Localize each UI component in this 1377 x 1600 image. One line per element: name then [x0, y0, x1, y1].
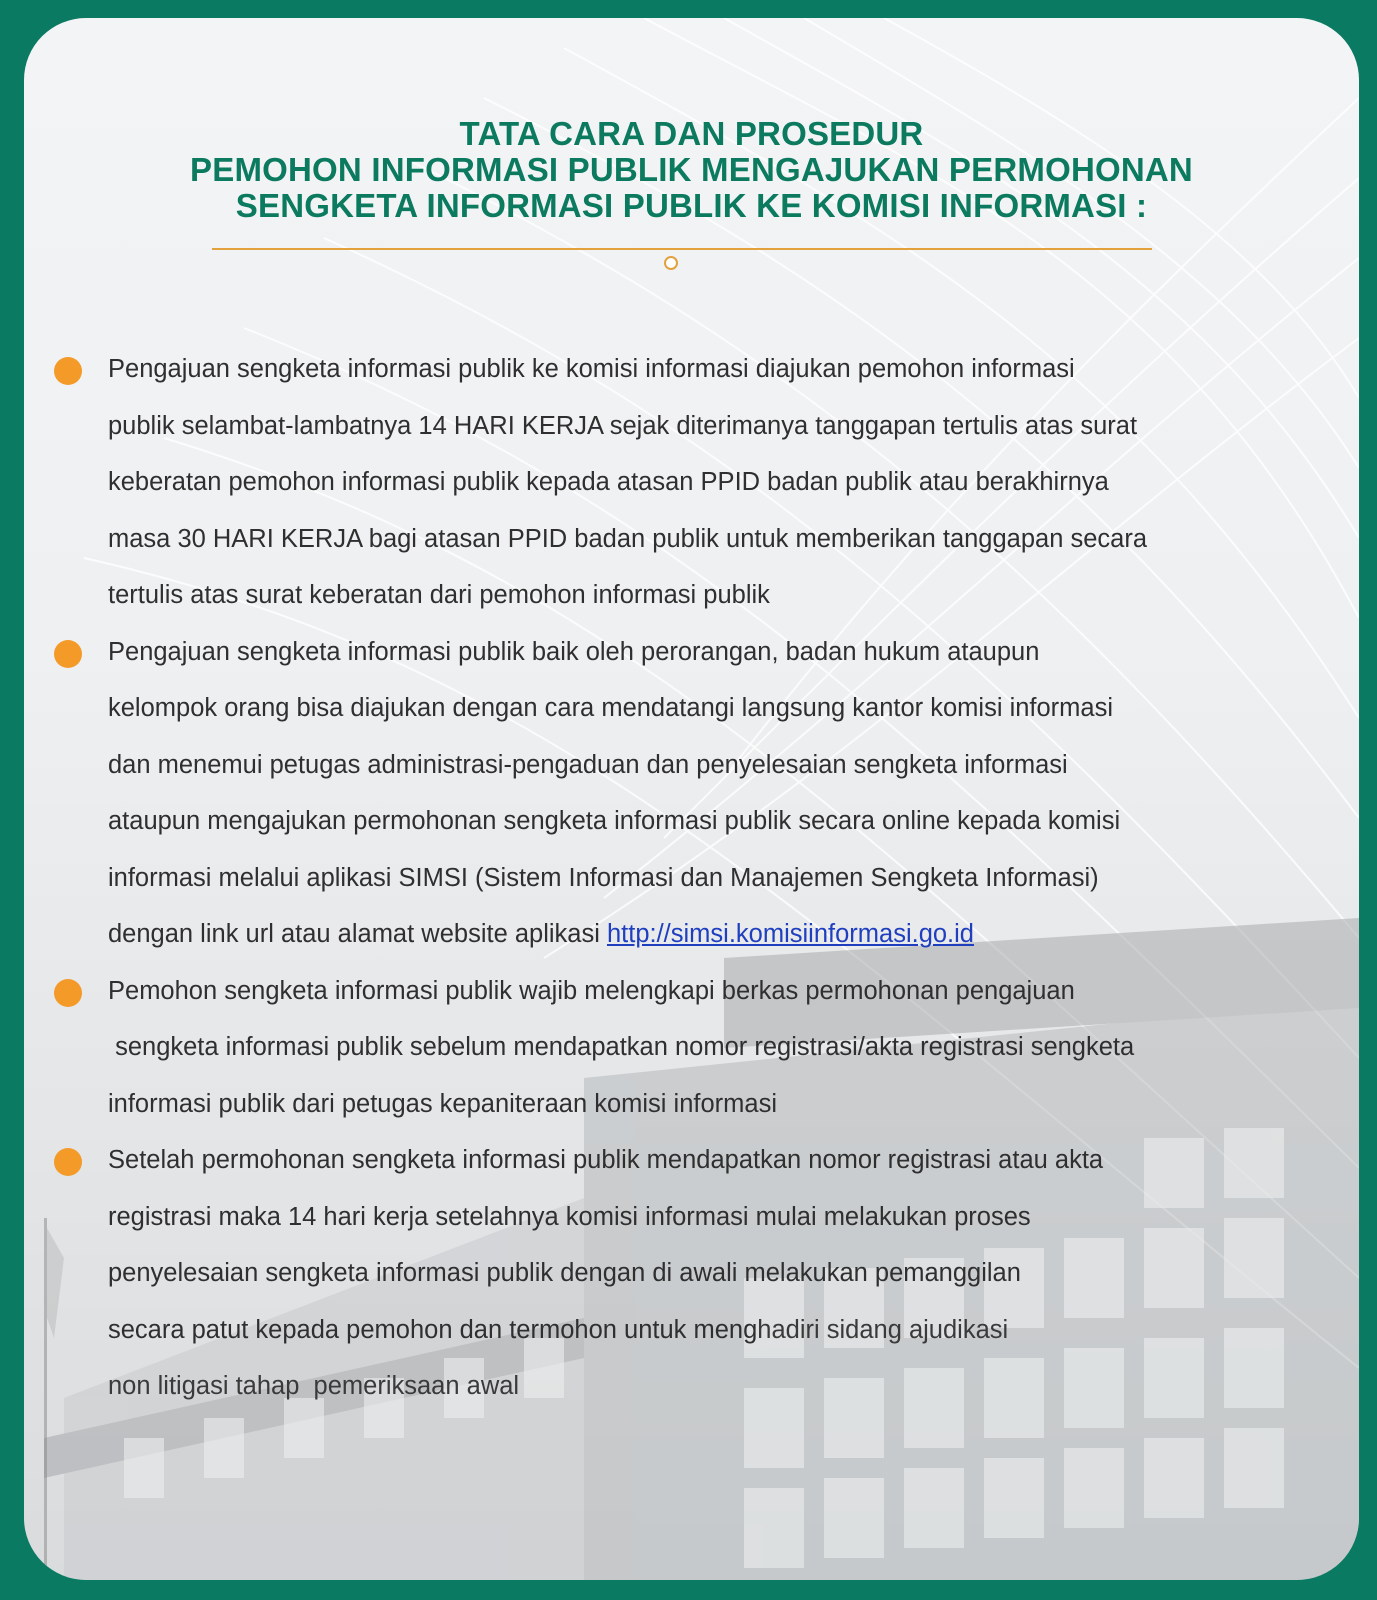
list-item: [24, 1132, 1359, 1415]
item-2-line-5: informasi melalui aplikasi SIMSI (Sistem Informasi dan Manajemen Sengketa Informasi): [108, 863, 1099, 892]
page-title: [24, 116, 1359, 224]
title-line-3: SENGKETA INFORMASI PUBLIK KE KOMISI INFORMASI :: [235, 187, 1148, 224]
item-4-line-1: Setelah permohonan sengketa informasi publik mendapatkan nomor registrasi atau akta: [108, 1146, 1104, 1174]
item-2-line-2: kelompok orang bisa diajukan dengan cara mendatangi langsung kantor komisi informasi: [108, 694, 1114, 722]
item-4-line-2: registrasi maka 14 hari kerja setelahnya komisi informasi mulai melakukan proses: [108, 1202, 1031, 1231]
list-item: [24, 624, 1359, 963]
list-item: [24, 963, 1359, 1133]
item-4-line-4-main: secara patut kepada pemohon dan termohon untuk meng: [108, 1315, 758, 1344]
item-2-line-3: dan menemui petugas administrasi-pengaduan dan penyelesaian sengketa informasi: [108, 750, 1068, 779]
item-1-line-4: masa 30 HARI KERJA bagi atasan PPID badan publik untuk memberikan tanggapan secara: [108, 524, 1148, 553]
bullet-dot-icon: [54, 640, 82, 668]
item-3-line-3: informasi publik dari petugas kepaniteraan komisi informasi: [108, 1089, 777, 1118]
title-divider: [212, 248, 1152, 250]
bullet-dot-icon: [54, 979, 82, 1007]
item-4-line-4: [108, 1302, 1359, 1359]
item-1-line-2: publik selambat-lambatnya 14 HARI KERJA sejak diterimanya tanggapan tertulis atas surat: [108, 411, 1138, 440]
item-2-line-4: ataupun mengajukan permohonan sengketa informasi publik secara online kepada komisi: [108, 807, 1121, 835]
title-line-1: TATA CARA DAN PROSEDUR: [459, 115, 924, 152]
divider-dot-icon: [664, 256, 678, 270]
item-4-line-4-light: hadiri sidang ajudikasi: [757, 1315, 1009, 1344]
list-item: [24, 341, 1359, 624]
item-3-line-1: Pemohon sengketa informasi publik wajib melengkapi berkas permohonan pengajuan: [108, 976, 1075, 1005]
item-4-line-3: penyelesaian sengketa informasi publik dengan di awali melakukan pemanggilan: [108, 1259, 1021, 1287]
item-2-line-6: [108, 906, 1359, 963]
simsi-link[interactable]: http://simsi.komisiinformasi.go.id: [606, 920, 974, 948]
bullet-dot-icon: [54, 357, 82, 385]
procedure-list: [24, 341, 1359, 1415]
bullet-dot-icon: [54, 1148, 82, 1176]
link-prefix-text: dengan link url atau alamat website aplikasi: [108, 920, 607, 948]
item-2-line-1: Pengajuan sengketa informasi publik baik oleh perorangan, badan hukum ataupun: [108, 637, 1040, 666]
title-line-2: PEMOHON INFORMASI PUBLIK MENGAJUKAN PERMOHONAN: [190, 151, 1193, 188]
item-3-line-2: sengketa informasi publik sebelum mendapatkan nomor registrasi/akta registrasi sengketa: [108, 1033, 1135, 1061]
item-4-line-5: non litigasi tahap pemeriksaan awal: [108, 1372, 520, 1400]
item-1-line-5: tertulis atas surat keberatan dari pemohon informasi publik: [108, 581, 770, 609]
item-1-line-3: keberatan pemohon informasi publik kepada atasan PPID badan publik atau berakhirnya: [108, 468, 1109, 496]
content-card: [24, 18, 1359, 1580]
item-1-line-1: Pengajuan sengketa informasi publik ke komisi informasi diajukan pemohon informasi: [108, 355, 1075, 383]
